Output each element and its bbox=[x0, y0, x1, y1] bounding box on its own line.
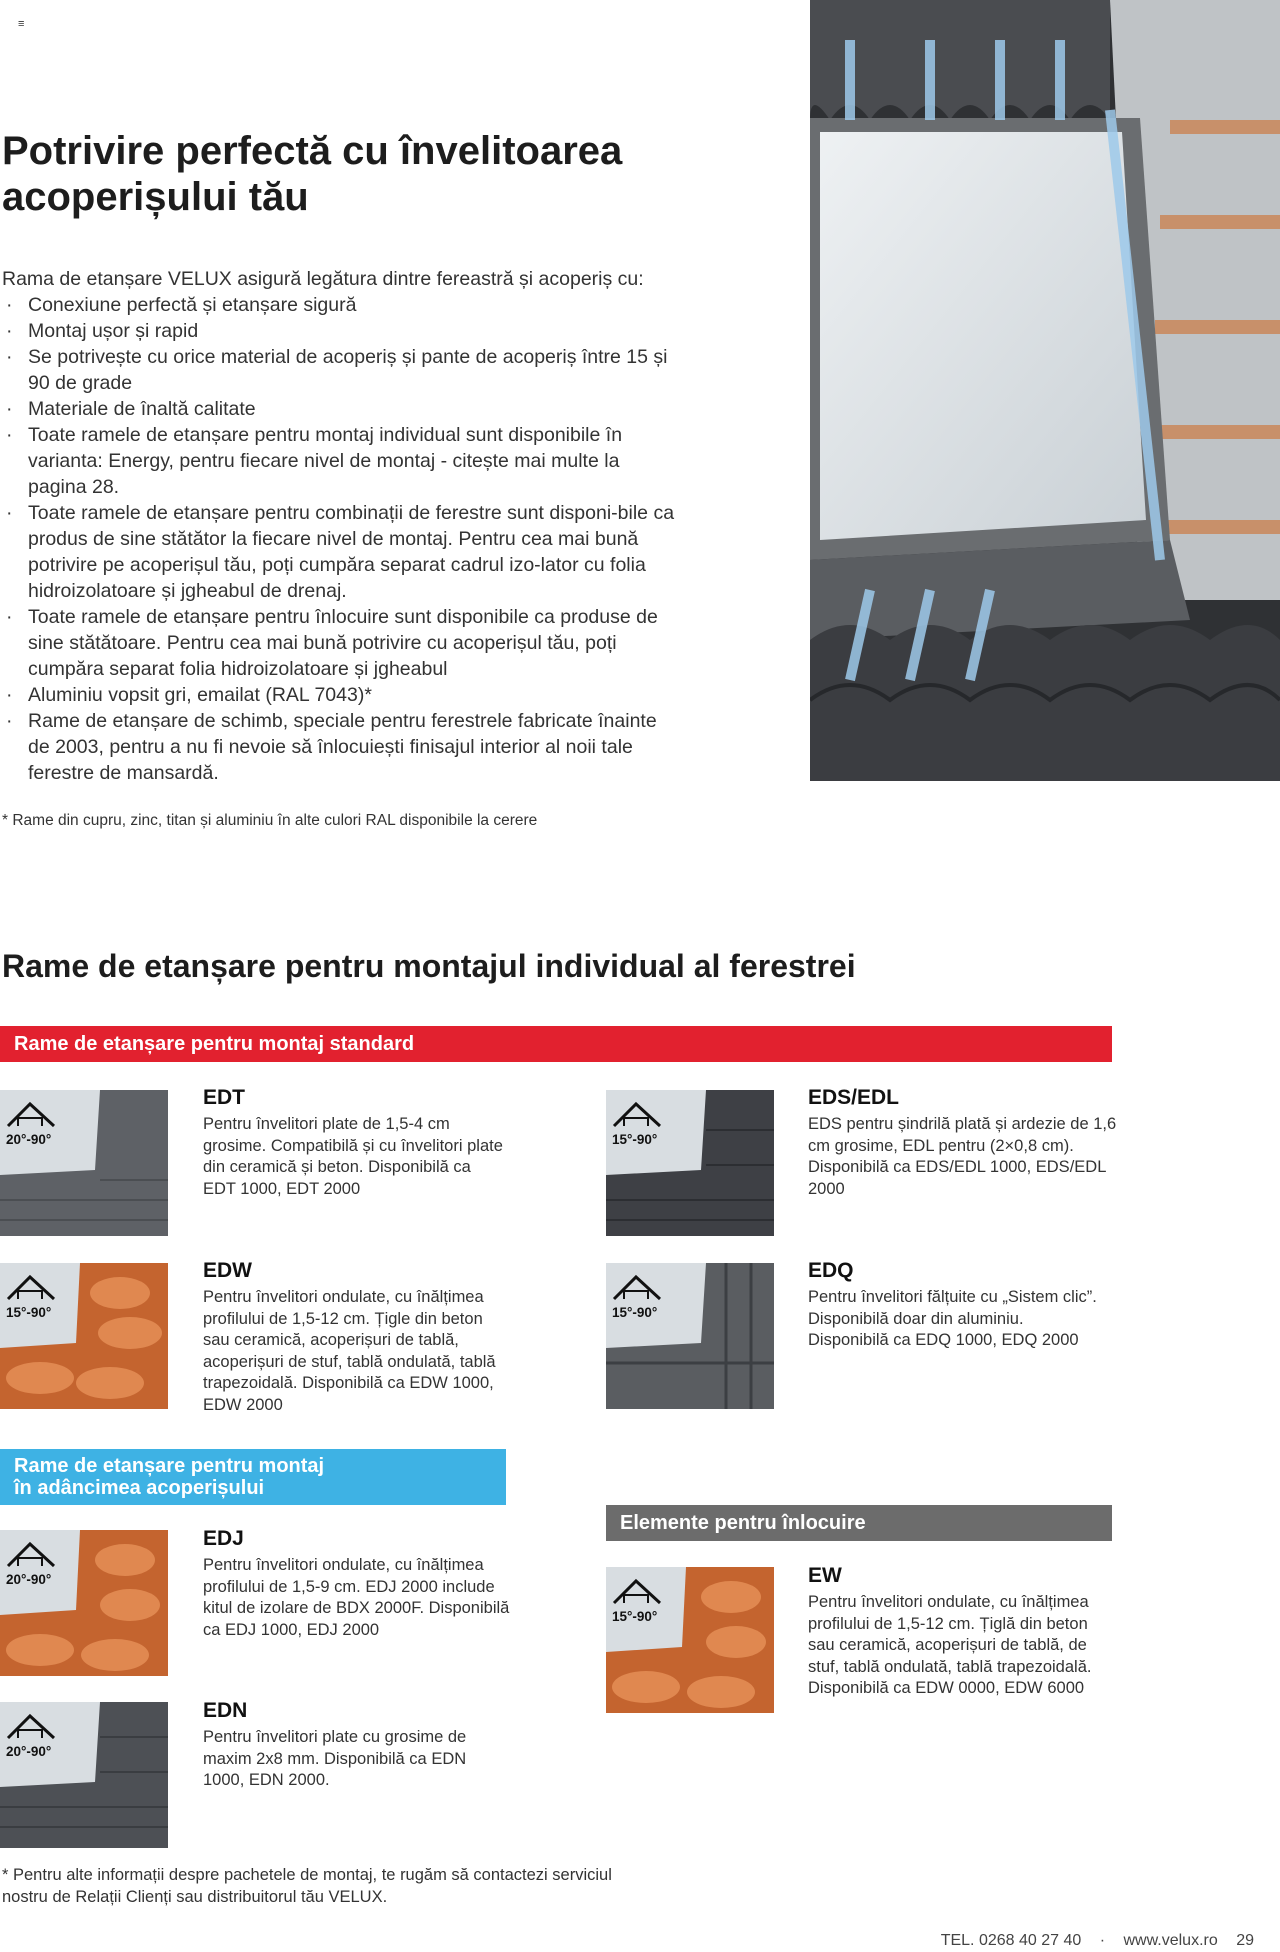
roof-pitch-icon bbox=[610, 1098, 676, 1154]
product-eds-edl bbox=[808, 1086, 1118, 1200]
list-item: · Se potrivește cu orice material de acoperiș și pante de acoperiș între 15 și 90 de grade bbox=[2, 344, 682, 396]
product-edt bbox=[203, 1086, 503, 1200]
menu-icon[interactable]: ≡ bbox=[18, 18, 25, 30]
product-edj bbox=[203, 1527, 513, 1641]
feature-list bbox=[2, 292, 682, 786]
band-deep-mount bbox=[0, 1449, 506, 1505]
intro-text: Rama de etanșare VELUX asigură legătura dintre fereastră și acoperiș cu: bbox=[2, 268, 644, 290]
pitch-angle: 15°-90° bbox=[612, 1305, 658, 1320]
pitch-angle: 15°-90° bbox=[6, 1305, 52, 1320]
roof-pitch-icon bbox=[610, 1575, 676, 1631]
footer-website[interactable]: www.velux.ro bbox=[1123, 1932, 1218, 1949]
roof-pitch-icon bbox=[4, 1710, 70, 1766]
hero-roof-window-image bbox=[810, 0, 1280, 781]
product-image-ew bbox=[606, 1567, 774, 1713]
roof-pitch-icon bbox=[610, 1271, 676, 1327]
product-title: EDT bbox=[203, 1086, 245, 1109]
band-deep-line1: Rame de etanșare pentru montaj bbox=[14, 1455, 325, 1477]
page-title-line2: acoperișului tău bbox=[2, 175, 309, 219]
page-title bbox=[2, 128, 722, 220]
product-image-edw bbox=[0, 1263, 168, 1409]
product-title: EW bbox=[808, 1564, 842, 1587]
product-title: EDS/EDL bbox=[808, 1086, 900, 1109]
page-number: 29 bbox=[1236, 1932, 1254, 1949]
product-description: Pentru învelitori ondulate, cu înălțimea profilului de 1,5-9 cm. EDJ 2000 include kitul de izolare de BDX 2000F. Disponibilă ca EDJ 1000, EDJ 2000 bbox=[203, 1556, 510, 1639]
band-replacement: Elemente pentru înlocuire bbox=[606, 1505, 1112, 1541]
product-title: EDW bbox=[203, 1259, 252, 1282]
list-item: · Rame de etanșare de schimb, speciale pentru ferestrele fabricate înainte de 2003, pentru a nu fi nevoie să înlocuiești finisajul interior al noii tale ferestre de mansardă. bbox=[2, 708, 682, 786]
product-image-eds-edl bbox=[606, 1090, 774, 1236]
product-image-edn bbox=[0, 1702, 168, 1848]
product-edn bbox=[203, 1699, 503, 1792]
roof-pitch-icon bbox=[4, 1271, 70, 1327]
product-title: EDJ bbox=[203, 1527, 244, 1550]
list-item: · Conexiune perfectă și etanșare sigură bbox=[2, 292, 682, 318]
product-image-edq bbox=[606, 1263, 774, 1409]
pitch-angle: 20°-90° bbox=[6, 1132, 52, 1147]
product-description: Pentru învelitori ondulate, cu înălțimea profilului de 1,5-12 cm. Țiglă din beton sau ceramică, acoperișuri de tablă, de stuf, tablă ondulată, tablă trapezoidală. Disponibilă ca EDW 0000, EDW 6000 bbox=[808, 1593, 1092, 1697]
list-item: · Aluminiu vopsit gri, emailat (RAL 7043)* bbox=[2, 682, 682, 708]
list-item: · Toate ramele de etanșare pentru combinații de ferestre sunt disponi-bile ca produs de sine stătător la fiecare nivel de montaj. Pentru cea mai bună potrivire pe acoperișul tău, poți cumpăra separat cadrul izo-lator cu folia hidroizolatoare și jgheabul de drenaj. bbox=[2, 500, 682, 604]
list-item: · Montaj ușor și rapid bbox=[2, 318, 682, 344]
band-deep-line2: în adâncimea acoperișului bbox=[14, 1477, 265, 1499]
product-edw bbox=[203, 1259, 503, 1416]
list-item: · Toate ramele de etanșare pentru înlocuire sunt disponibile ca produse de sine stătătoare. Pentru cea mai bună potrivire cu acoperișul tău, poți cumpăra separat folia hidroizolatoare și jgheabul bbox=[2, 604, 682, 682]
product-description: Pentru învelitori fălțuite cu „Sistem clic”. Disponibilă doar din aluminiu. Disponibilă ca EDQ 1000, EDQ 2000 bbox=[808, 1288, 1097, 1349]
product-description: Pentru învelitori plate de 1,5-4 cm grosime. Compatibilă și cu învelitori plate din ceramică și beton. Disponibilă ca EDT 1000, EDT 2000 bbox=[203, 1115, 503, 1198]
product-description: EDS pentru șindrilă plată și ardezie de 1,6 cm grosime, EDL pentru (2×0,8 cm). Disponibilă ca EDS/EDL 1000, EDS/EDL 2000 bbox=[808, 1115, 1117, 1198]
list-item: · Materiale de înaltă calitate bbox=[2, 396, 682, 422]
pitch-angle: 20°-90° bbox=[6, 1744, 52, 1759]
section-title: Rame de etanșare pentru montajul individual al ferestrei bbox=[2, 948, 856, 984]
product-description: Pentru învelitori plate cu grosime de maxim 2x8 mm. Disponibilă ca EDN 1000, EDN 2000. bbox=[203, 1728, 467, 1789]
page-title-line1: Potrivire perfectă cu învelitoarea bbox=[2, 129, 623, 173]
product-description: Pentru învelitori ondulate, cu înălțimea profilului de 1,5-12 cm. Țigle din beton sau ceramică, acoperișuri de tablă, acoperișuri de stuf, tablă ondulată, tablă trapezoidală. Disponibilă ca EDW 1000, EDW 2000 bbox=[203, 1288, 496, 1414]
band-standard-mount: Rame de etanșare pentru montaj standard bbox=[0, 1026, 1112, 1062]
product-title: EDQ bbox=[808, 1259, 854, 1282]
roof-pitch-icon bbox=[4, 1538, 70, 1594]
page-footer bbox=[927, 1932, 1254, 1950]
footer-phone[interactable]: TEL. 0268 40 27 40 bbox=[940, 1932, 1082, 1949]
list-item: · Toate ramele de etanșare pentru montaj individual sunt disponibile în varianta: Energy, pentru fiecare nivel de montaj - citește mai multe la pagina 28. bbox=[2, 422, 682, 500]
product-ew bbox=[808, 1564, 1118, 1700]
product-title: EDN bbox=[203, 1699, 248, 1722]
roof-pitch-icon bbox=[4, 1098, 70, 1154]
pitch-angle: 15°-90° bbox=[612, 1132, 658, 1147]
pitch-angle: 20°-90° bbox=[6, 1572, 52, 1587]
footer-separator: · bbox=[1099, 1932, 1106, 1949]
product-edq bbox=[808, 1259, 1108, 1352]
pitch-angle: 15°-90° bbox=[612, 1609, 658, 1624]
contact-footnote: * Pentru alte informații despre pachetele de montaj, te rugăm să contactezi serviciul nostru de Relații Clienți sau distribuitorul tău VELUX. bbox=[2, 1866, 612, 1906]
product-image-edt bbox=[0, 1090, 168, 1236]
product-image-edj bbox=[0, 1530, 168, 1676]
material-footnote: * Rame din cupru, zinc, titan și aluminiu în alte culori RAL disponibile la cerere bbox=[2, 812, 538, 829]
